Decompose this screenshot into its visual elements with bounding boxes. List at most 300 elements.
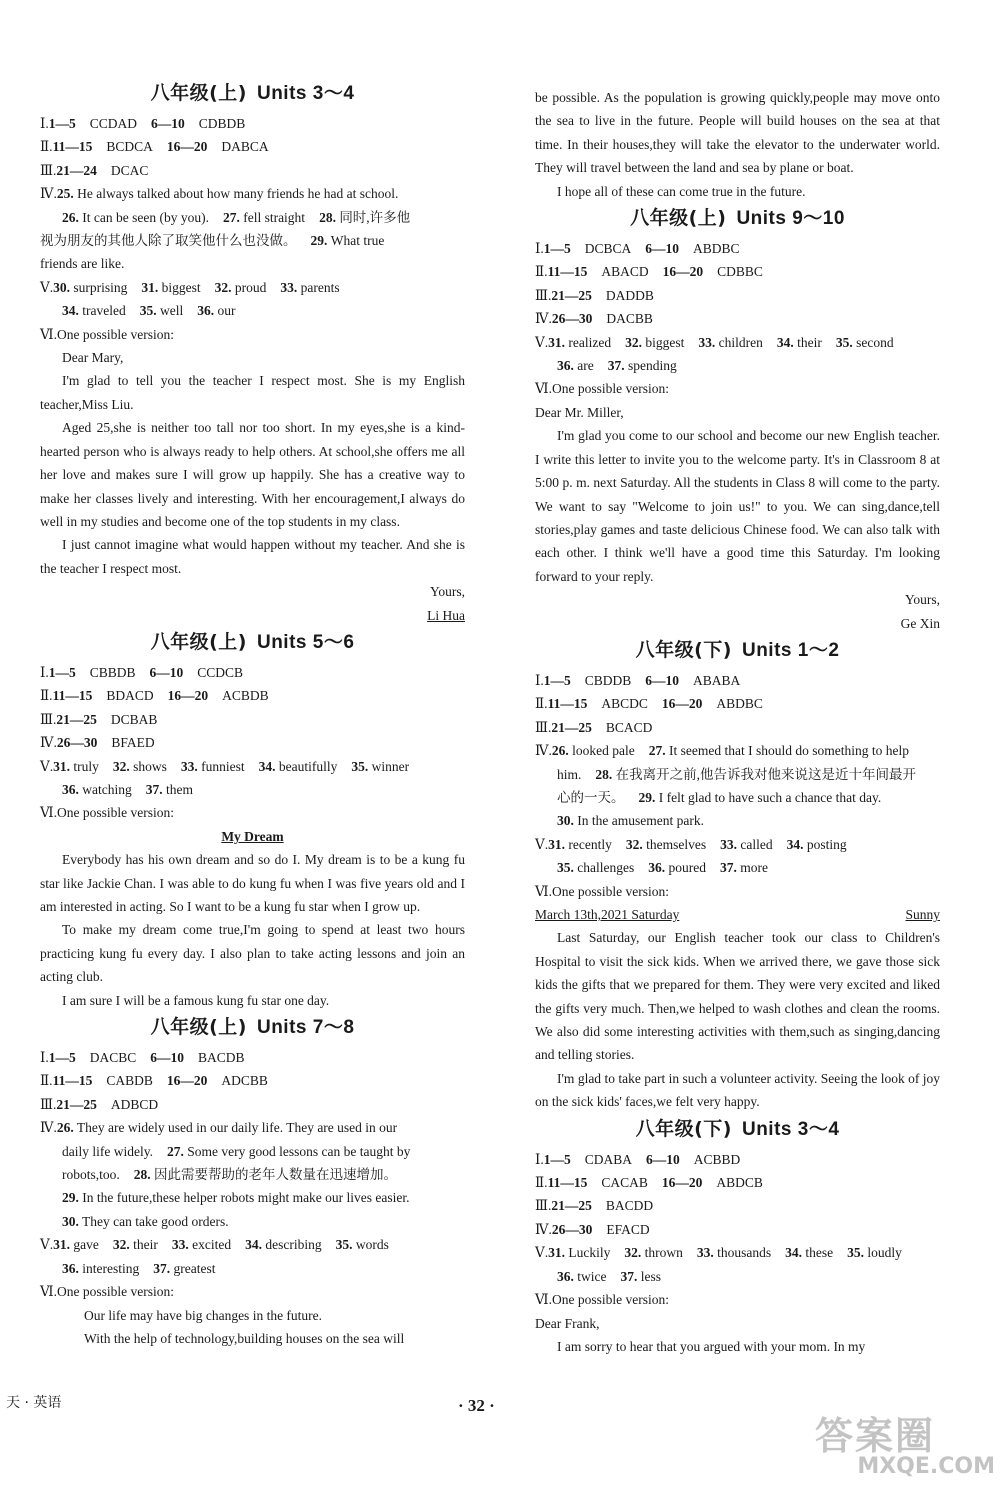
q-number: 36. [62, 781, 79, 797]
answers: DCBAB [110, 711, 158, 727]
answer-line [40, 708, 465, 731]
answer-text: interesting [82, 1260, 140, 1276]
answers: ACBDB [222, 688, 269, 704]
q-number: 26. [62, 209, 79, 225]
answer-line [40, 661, 465, 684]
answer-line [40, 731, 465, 754]
roman-numeral: Ⅳ. [535, 311, 552, 327]
answer-line [535, 763, 940, 786]
answer-text: describing [265, 1237, 322, 1253]
range: 6—10 [645, 1151, 680, 1167]
answer-text: biggest [645, 334, 685, 350]
watermark-text: 答案圈 [815, 1414, 936, 1458]
roman-numeral: Ⅴ. [40, 1237, 54, 1253]
answers: DACBB [606, 311, 653, 327]
range: 11—15 [52, 1073, 93, 1089]
section-title [40, 80, 465, 107]
letter-greeting: Dear Frank, [535, 1315, 600, 1331]
q-number: 29. [638, 789, 656, 805]
answer-text: second [856, 334, 894, 350]
answer-line [535, 880, 940, 903]
q-number: 31. [53, 1237, 70, 1253]
answer-line [535, 1288, 940, 1311]
answers: CDABA [584, 1151, 632, 1167]
answer-line [535, 716, 940, 739]
roman-numeral: Ⅴ. [535, 836, 549, 852]
q-number: 31. [548, 334, 565, 350]
answer-text: less [640, 1268, 661, 1284]
q-number: 37. [719, 860, 737, 876]
q-number: 31. [548, 1245, 565, 1261]
answer-line [535, 331, 940, 354]
range: 21—25 [551, 1198, 592, 1214]
q-number: 35. [139, 303, 157, 319]
answers: CBBDB [89, 664, 136, 680]
answer-text: well [159, 303, 184, 319]
answers: EFACD [606, 1221, 650, 1237]
range: 1—5 [543, 1151, 571, 1167]
title-cn: 八年级(上) [150, 630, 247, 653]
answers: ACBBD [693, 1151, 741, 1167]
q-number: 27. [222, 209, 240, 225]
answer-text: their [133, 1237, 158, 1253]
range: 16—20 [661, 696, 703, 712]
roman-numeral: Ⅳ. [535, 1221, 552, 1237]
essay-paragraph: I am sure I will be a famous kung fu star one day. [62, 992, 330, 1008]
roman-numeral: Ⅳ. [535, 743, 552, 759]
essay-paragraph: Aged 25,she is neither too tall nor too short. In my eyes,she is a kind-hearted person who is always ready to help others. At school,she offers me all her love and makes sure I will grow up happily. She has a creative way to make her classes lively and interesting. With her encouragement,I always do well in my studies and become one of the top students in my class. [40, 420, 465, 529]
roman-numeral: Ⅵ. [535, 883, 552, 899]
q-number: 33. [698, 334, 716, 350]
q-number: 37. [607, 358, 625, 374]
answer-text: One possible version: [551, 1292, 669, 1308]
answer-line [535, 377, 940, 400]
essay-paragraph: Last Saturday, our English teacher took our class to Children's Hospital to visit the sick kids. When we arrived there, we gave those sick kids the gifts that we prepared for them. They were very excited and liked the gifts very much. Then,we helped to wash clothes and clean the rooms. We also did some interesting activities with them,such as singing,dancing and telling stories. [535, 930, 940, 1063]
answer-line [535, 1265, 940, 1288]
answer-line [535, 856, 940, 879]
answer-line [40, 299, 465, 322]
answer-text: Luckily [568, 1245, 611, 1261]
answers: BCACD [605, 719, 653, 735]
answer-line [535, 307, 940, 330]
letter-signature [40, 604, 465, 627]
range: 21—25 [56, 711, 97, 727]
q-number: 27. [166, 1143, 184, 1159]
answers: BACDD [605, 1198, 654, 1214]
q-number: 33. [171, 1237, 189, 1253]
q-number: 26. [56, 1120, 74, 1136]
range: 16—20 [166, 139, 208, 155]
title-units: Units 7～8 [256, 1017, 355, 1039]
range: 1—5 [543, 672, 571, 688]
range: 6—10 [645, 672, 679, 688]
q-number: 31. [548, 836, 565, 852]
answer-text: I felt glad to have such a chance that day. [658, 789, 882, 805]
answer-text: realized [568, 334, 612, 350]
title-units: Units 1～2 [741, 639, 840, 661]
essay-paragraph: Everybody has his own dream and so do I. My dream is to be a kung fu star like Jackie Chan. I was able to do kung fu when I was five years old and I am interested in acting. So I want to be a kung fu star when I grow up. [40, 852, 465, 914]
title-cn: 八年级(上) [150, 1016, 247, 1039]
essay-paragraph: I just cannot imagine what would happen without my teacher. And she is the teacher I respect most. [40, 537, 465, 576]
section-title [535, 205, 940, 232]
essay-paragraph: With the help of technology,building houses on the sea will [84, 1330, 405, 1346]
letter-greeting: Dear Mr. Miller, [535, 404, 624, 420]
diary-date: March 13th,2021 Saturday [535, 907, 680, 922]
range: 1—5 [48, 116, 76, 131]
q-number: 31. [141, 279, 159, 295]
essay-paragraph: be possible. As the population is growing quickly,people may move onto the sea to live in the future. People will build houses on the sea at that time. In their houses,they will take the elevator to the underwater world. They will travel between the land and sea by plane or boat. [535, 90, 940, 176]
q-number: 30. [62, 1213, 79, 1229]
answer-line [535, 1171, 940, 1194]
q-number: 28. [595, 766, 613, 782]
answers: CCDCB [197, 664, 244, 680]
roman-numeral: Ⅱ. [40, 688, 53, 704]
answer-line [40, 323, 465, 346]
answers: DACBC [89, 1050, 137, 1066]
essay-paragraph: I am sorry to hear that you argued with your mom. In my [557, 1338, 866, 1354]
answers: DABCA [221, 139, 269, 155]
answers: ABDBC [692, 241, 740, 257]
range: 16—20 [661, 1175, 703, 1191]
watermark-url: MXQE.COM [857, 1454, 995, 1479]
q-number: 37. [153, 1260, 171, 1276]
answers: ABDBC [716, 696, 763, 712]
answer-text: are [577, 358, 594, 374]
range: 16—20 [662, 264, 704, 280]
answer-line: friends are like. [40, 256, 125, 272]
answer-text: shows [133, 758, 167, 774]
essay-title [40, 825, 465, 848]
answer-line [535, 833, 940, 856]
page-number: · 32 · [458, 1396, 495, 1415]
answer-line [535, 739, 940, 762]
answer-text: 在我离开之前,他告诉我对他来说这是近十年间最开 [615, 766, 917, 782]
q-number: 26. [551, 743, 569, 759]
answer-line [40, 755, 465, 778]
answer-text: beautifully [278, 758, 338, 774]
q-number: 35. [557, 860, 574, 876]
answers: ABCDC [601, 696, 648, 712]
answer-line [535, 1148, 940, 1171]
answer-text: truly [73, 758, 99, 774]
answers: BDACD [106, 688, 154, 704]
answer-text: It seemed that I should do something to help [668, 743, 909, 759]
q-number: 36. [648, 860, 666, 876]
answer-text: gave [73, 1237, 99, 1253]
title-units: Units 5～6 [256, 631, 355, 653]
roman-numeral: Ⅵ. [535, 1292, 552, 1308]
range: 6—10 [150, 1050, 184, 1066]
essay-title-text: My Dream [221, 828, 284, 844]
title-units: Units 3～4 [256, 83, 355, 104]
answer-text: words [355, 1237, 389, 1253]
essay-paragraph: I hope all of these can come true in the future. [557, 183, 806, 199]
roman-numeral: Ⅳ. [40, 735, 57, 751]
range: 1—5 [48, 664, 76, 680]
answer-text: Some very good lessons can be taught by [187, 1143, 411, 1159]
answer-line [40, 1280, 465, 1303]
q-number: 34. [785, 1245, 802, 1261]
range: 21—25 [551, 287, 592, 303]
answer-text: them [166, 781, 193, 797]
answers: CABDB [106, 1073, 153, 1089]
roman-numeral: Ⅴ. [40, 279, 54, 295]
answer-text: surprising [73, 279, 128, 295]
answer-text: What true [330, 233, 385, 249]
range: 16—20 [167, 688, 209, 704]
answer-line [40, 182, 465, 205]
range: 11—15 [547, 264, 588, 280]
q-number: 28. [319, 209, 336, 225]
answer-text: posting [806, 836, 847, 852]
answers: ABACD [601, 264, 649, 280]
essay-paragraph: Our life may have big changes in the future. [84, 1307, 323, 1323]
letter-signature: Ge Xin [900, 615, 940, 631]
q-number: 27. [648, 743, 666, 759]
footer-book-label: 天 · 英语 [6, 1395, 62, 1411]
title-cn: 八年级(上) [150, 82, 247, 104]
answer-line [40, 1140, 465, 1163]
range: 6—10 [150, 116, 185, 131]
answer-text: looked pale [572, 743, 635, 759]
answer-text: It can be seen (by you). [82, 209, 209, 225]
answer-text: One possible version: [56, 326, 174, 342]
answer-text: parents [300, 279, 340, 295]
q-number: 34. [258, 758, 276, 774]
range: 26—30 [551, 1221, 593, 1237]
roman-numeral: Ⅳ. [40, 1120, 57, 1136]
diary-weather: Sunny [905, 907, 940, 922]
q-number: 34. [776, 334, 794, 350]
q-number: 35. [847, 1245, 864, 1261]
answer-text: In the amusement park. [577, 813, 704, 829]
answer-line [40, 206, 465, 229]
q-number: 32. [625, 836, 643, 852]
answer-text: robots,too. [62, 1167, 120, 1183]
answers: BACDB [197, 1050, 245, 1066]
answer-line [535, 786, 940, 809]
answer-text: thrown [644, 1245, 683, 1261]
q-number: 33. [720, 836, 737, 852]
roman-numeral: Ⅱ. [535, 696, 548, 712]
answer-text: funniest [201, 758, 245, 774]
q-number: 32. [112, 1237, 130, 1253]
answers: DCAC [110, 162, 149, 178]
answer-line [535, 692, 940, 715]
answers: CDBBC [717, 264, 763, 280]
answer-text: him. [557, 766, 582, 782]
letter-closing: Yours, [904, 592, 940, 608]
answer-text: One possible version: [56, 805, 174, 821]
title-units: Units 9～10 [736, 208, 845, 230]
answer-text: In the future,these helper robots might make our lives easier. [82, 1190, 410, 1206]
answer-text: poured [668, 860, 706, 876]
roman-numeral: Ⅲ. [535, 719, 552, 735]
answer-line [535, 237, 940, 260]
roman-numeral: Ⅴ. [40, 758, 54, 774]
q-number: 31. [53, 758, 70, 774]
range: 6—10 [645, 241, 679, 257]
answer-line [535, 1241, 940, 1264]
answer-text: They are widely used in our daily life. They are used in our [76, 1120, 398, 1136]
letter-closing: Yours, [429, 584, 465, 600]
answer-line [40, 276, 465, 299]
answer-text: spending [627, 358, 677, 374]
answer-text: 视为朋友的其他人除了取笑他什么也没做。 [40, 233, 297, 249]
answer-text: traveled [82, 303, 126, 319]
answer-line [40, 778, 465, 801]
section-title [40, 1014, 465, 1041]
range: 1—5 [48, 1050, 76, 1066]
answer-text: thousands [717, 1245, 772, 1261]
answer-text: daily life widely. [62, 1143, 153, 1159]
essay-paragraph: I'm glad to tell you the teacher I respect most. She is my English teacher,Miss Liu. [40, 373, 465, 412]
roman-numeral: Ⅵ. [535, 381, 552, 397]
answer-line [40, 801, 465, 824]
answer-text: recently [568, 836, 612, 852]
range: 16—20 [166, 1073, 208, 1089]
q-number: 37. [620, 1268, 638, 1284]
q-number: 36. [557, 358, 574, 374]
roman-numeral: Ⅴ. [535, 334, 549, 350]
answers: DCBCA [584, 241, 632, 257]
answers: CCDAD [89, 116, 137, 131]
roman-numeral: Ⅰ. [40, 1050, 49, 1066]
answer-line [535, 1194, 940, 1217]
answer-text: twice [577, 1268, 607, 1284]
answer-line [40, 1163, 465, 1186]
range: 11—15 [52, 688, 93, 704]
section-title [535, 637, 940, 664]
range: 11—15 [52, 139, 93, 155]
answers: ADCBB [221, 1073, 268, 1089]
answers: BFAED [111, 735, 155, 751]
answers: CACAB [601, 1175, 648, 1191]
answer-text: One possible version: [551, 883, 669, 899]
answers: BCDCA [106, 139, 153, 155]
answer-line [40, 1046, 465, 1069]
watermark-logo [815, 1405, 995, 1490]
q-number: 30. [53, 279, 70, 295]
answer-line [40, 1186, 465, 1209]
q-number: 34. [62, 303, 79, 319]
q-number: 33. [696, 1245, 714, 1261]
answer-text: loudly [867, 1245, 902, 1261]
q-number: 36. [197, 303, 215, 319]
signature-text: Li Hua [427, 607, 465, 623]
q-number: 37. [145, 781, 163, 797]
roman-numeral: Ⅱ. [535, 264, 548, 280]
essay-paragraph: I'm glad to take part in such a volunteer activity. Seeing the look of joy on the sick kids' faces,we felt very happy. [535, 1070, 940, 1110]
q-number: 28. [133, 1167, 151, 1183]
roman-numeral: Ⅱ. [40, 139, 53, 155]
roman-numeral: Ⅲ. [40, 1096, 57, 1112]
range: 21—25 [551, 719, 592, 735]
roman-numeral: Ⅵ. [40, 805, 57, 821]
answer-text: They can take good orders. [82, 1213, 229, 1229]
answer-text: biggest [161, 279, 201, 295]
roman-numeral: Ⅳ. [40, 186, 57, 202]
title-units: Units 3～4 [741, 1118, 840, 1140]
q-number: 30. [557, 813, 574, 829]
q-number: 36. [62, 1260, 79, 1276]
roman-numeral: Ⅵ. [40, 326, 57, 342]
left-column [40, 78, 465, 1350]
answer-line [40, 1233, 465, 1256]
answer-text: these [805, 1245, 834, 1261]
essay-paragraph: To make my dream come true,I'm going to spend at least two hours practicing kung fu every day. I also plan to take acting lessons and join an acting club. [40, 922, 465, 985]
answer-text: 同时,许多他 [339, 209, 411, 225]
roman-numeral: Ⅱ. [535, 1175, 548, 1191]
answer-text: themselves [646, 836, 707, 852]
answer-line [535, 284, 940, 307]
roman-numeral: Ⅲ. [40, 162, 57, 178]
answer-text: One possible version: [551, 381, 669, 397]
answer-line [40, 135, 465, 158]
right-column [535, 86, 940, 1358]
letter-greeting: Dear Mary, [62, 350, 124, 366]
q-number: 35. [835, 334, 853, 350]
range: 6—10 [149, 664, 184, 680]
answers: ABDCB [716, 1175, 763, 1191]
range: 26—30 [551, 311, 593, 327]
answer-line [40, 1116, 465, 1139]
answer-text: greatest [173, 1260, 216, 1276]
section-title [40, 629, 465, 656]
roman-numeral: Ⅰ. [535, 1151, 544, 1167]
q-number: 29. [62, 1190, 79, 1206]
roman-numeral: Ⅲ. [535, 287, 552, 303]
roman-numeral: Ⅵ. [40, 1284, 57, 1300]
answers: CDBDB [198, 116, 246, 131]
answer-text: excited [192, 1237, 232, 1253]
roman-numeral: Ⅱ. [40, 1073, 53, 1089]
answer-line [535, 260, 940, 283]
answer-text: proud [234, 279, 267, 295]
answer-text: He always talked about how many friends he had at school. [77, 186, 399, 202]
roman-numeral: Ⅰ. [535, 241, 544, 257]
title-cn: 八年级(下) [635, 1117, 732, 1140]
answer-text: children [718, 334, 763, 350]
q-number: 29. [310, 233, 328, 249]
answer-text: more [740, 860, 768, 876]
answers: ABABA [692, 672, 741, 688]
answer-text: called [740, 836, 773, 852]
answer-text: their [797, 334, 822, 350]
section-title [535, 1116, 940, 1143]
answer-text: our [217, 303, 236, 319]
answer-line [535, 1218, 940, 1241]
answer-line [40, 1257, 465, 1280]
answer-text: watching [82, 781, 132, 797]
q-number: 33. [280, 279, 298, 295]
range: 21—24 [56, 162, 97, 178]
title-cn: 八年级(上) [630, 207, 727, 230]
answer-line [40, 229, 465, 252]
q-number: 33. [180, 758, 198, 774]
answer-line [40, 159, 465, 182]
answers: DADDB [605, 287, 654, 303]
essay-paragraph: I'm glad you come to our school and become our new English teacher. I write this letter to invite you to the welcome party. It's in Classroom 8 at 5:00 p. m. next Saturday. All the students in Class 8 will come to the party. We want to say "Welcome to join us!" to you. We can sing,dance,tell stories,play games and taste delicious Chinese food. We can also talk with each other. I think we'll have a good time this Saturday. I'm looking forward to your reply. [535, 428, 940, 584]
q-number: 32. [625, 334, 642, 350]
q-number: 32. [214, 279, 232, 295]
answers: ADBCD [110, 1096, 159, 1112]
range: 11—15 [547, 696, 588, 712]
q-number: 25. [56, 186, 74, 202]
answer-text: 心的一天。 [557, 789, 625, 805]
roman-numeral: Ⅴ. [535, 1245, 549, 1261]
range: 1—5 [543, 241, 571, 257]
